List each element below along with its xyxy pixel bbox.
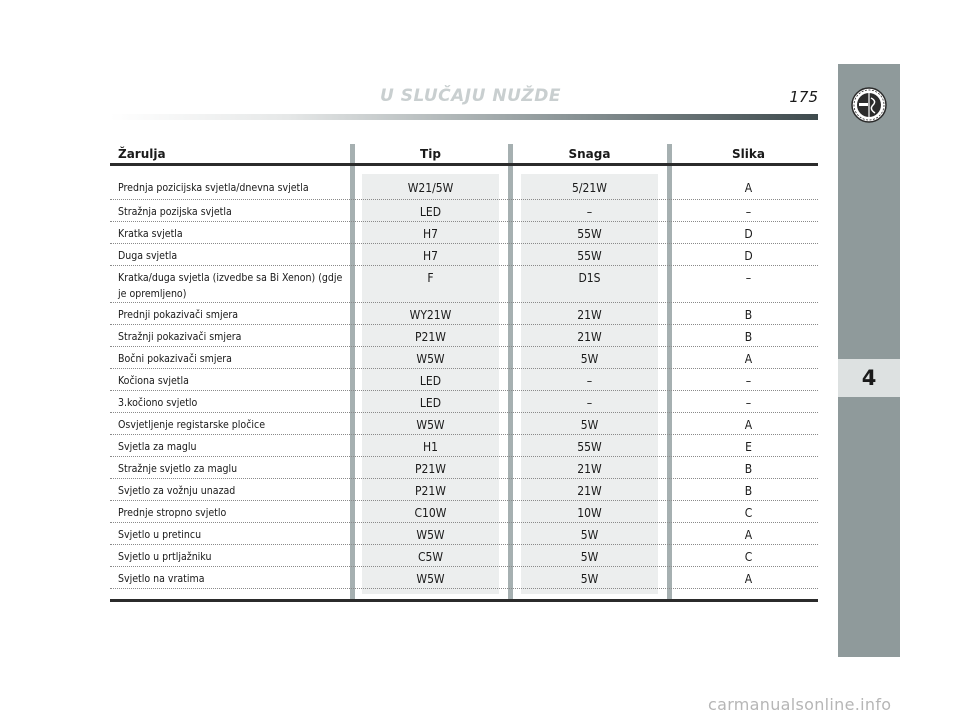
table-row — [110, 266, 818, 303]
table-bottom-rule — [110, 599, 818, 602]
bulb-name: Svjetlo u pretincu — [118, 529, 202, 541]
bulb-type: LED — [419, 205, 442, 219]
bulb-figure: B — [744, 308, 753, 322]
chapter-tab: 4 — [838, 359, 900, 397]
alfa-romeo-badge-icon — [850, 86, 888, 124]
bulb-name: Osvjetljenje registarske pločice — [118, 419, 266, 431]
bulb-power: 21W — [577, 330, 602, 344]
bulb-type: W5W — [416, 572, 445, 586]
bulb-figure: C — [744, 506, 753, 520]
table-row — [110, 545, 818, 567]
bulb-type: H7 — [423, 249, 438, 263]
bulb-power: 55W — [577, 249, 602, 263]
bulb-power: 5W — [580, 418, 599, 432]
bulb-power: – — [586, 396, 593, 410]
bulb-power: 10W — [577, 506, 602, 520]
bulb-power: D1S — [578, 271, 601, 285]
bulb-figure: B — [744, 330, 753, 344]
bulb-power: 21W — [577, 308, 602, 322]
bulb-figure: A — [744, 181, 753, 195]
bulb-figure: E — [745, 440, 752, 454]
table-row — [110, 457, 818, 479]
bulb-table — [110, 176, 818, 589]
bulb-type: W5W — [416, 528, 445, 542]
bulb-type: C5W — [417, 550, 444, 564]
bulb-name: Stražnje svjetlo za maglu — [118, 463, 238, 475]
bulb-figure: – — [745, 374, 752, 388]
table-row — [110, 244, 818, 266]
page-number: 175 — [789, 88, 818, 106]
header-rule — [110, 163, 818, 166]
bulb-figure: D — [744, 249, 753, 263]
bulb-power: 5W — [580, 528, 599, 542]
bulb-type: P21W — [415, 330, 446, 344]
bulb-power: 55W — [577, 440, 602, 454]
table-row — [110, 413, 818, 435]
bulb-type: LED — [419, 374, 442, 388]
bulb-power: – — [586, 205, 593, 219]
table-row — [110, 501, 818, 523]
bulb-name: Svjetlo na vratima — [118, 573, 205, 585]
bulb-name: Bočni pokazivači smjera — [118, 353, 232, 365]
bulb-name: Svjetlo u prtljažniku — [118, 551, 212, 563]
bulb-figure: – — [745, 205, 752, 219]
table-row — [110, 303, 818, 325]
bulb-type: P21W — [415, 484, 446, 498]
bulb-name: 3.kočiono svjetlo — [118, 397, 198, 409]
bulb-name: Kratka svjetla — [118, 228, 183, 240]
column-header-tip: Tip — [420, 147, 441, 161]
bulb-figure: A — [744, 352, 753, 366]
column-header-zarulja: Žarulja — [118, 147, 166, 161]
bulb-figure: A — [744, 418, 753, 432]
bulb-type: H7 — [423, 227, 438, 241]
bulb-name: Prednji pokazivači smjera — [118, 309, 239, 321]
column-header-slika: Slika — [732, 147, 765, 161]
bulb-type: WY21W — [409, 308, 452, 322]
bulb-power: 55W — [577, 227, 602, 241]
column-header-snaga: Snaga — [568, 147, 611, 161]
bulb-name: Stražnja pozijska svjetla — [118, 206, 232, 218]
bulb-name: Svjetla za maglu — [118, 441, 197, 453]
table-row — [110, 567, 818, 589]
table-row — [110, 479, 818, 501]
bulb-type: W5W — [416, 352, 445, 366]
bulb-figure: B — [744, 484, 753, 498]
bulb-figure: C — [744, 550, 753, 564]
bulb-figure: – — [745, 271, 752, 285]
table-row — [110, 435, 818, 457]
table-row — [110, 391, 818, 413]
bulb-power: 21W — [577, 462, 602, 476]
bulb-figure: A — [744, 528, 753, 542]
section-title: U SLUČAJU NUŽDE — [380, 86, 561, 106]
bulb-name: Stražnji pokazivači smjera — [118, 331, 242, 343]
table-row — [110, 176, 818, 200]
table-row — [110, 347, 818, 369]
bulb-power: 5W — [580, 550, 599, 564]
bulb-power: – — [586, 374, 593, 388]
table-row — [110, 222, 818, 244]
bulb-name: Prednje stropno svjetlo — [118, 507, 227, 519]
bulb-name: Kočiona svjetla — [118, 375, 189, 387]
bulb-figure: D — [744, 227, 753, 241]
bulb-name: Svjetlo za vožnju unazad — [118, 485, 236, 497]
bulb-power: 5W — [580, 572, 599, 586]
bulb-power: 21W — [577, 484, 602, 498]
table-row — [110, 369, 818, 391]
bulb-type: LED — [419, 396, 442, 410]
watermark: carmanualsonline.info — [708, 695, 892, 714]
bulb-power: 5/21W — [572, 181, 607, 195]
table-row — [110, 200, 818, 222]
bulb-type: W5W — [416, 418, 445, 432]
bulb-name: Prednja pozicijska svjetla/dnevna svjetla — [118, 182, 309, 194]
bulb-type: C10W — [414, 506, 447, 520]
table-row — [110, 523, 818, 545]
bulb-type: P21W — [415, 462, 446, 476]
bulb-power: 5W — [580, 352, 599, 366]
bulb-figure: – — [745, 396, 752, 410]
bulb-figure: B — [744, 462, 753, 476]
bulb-type: F — [427, 271, 434, 285]
bulb-figure: A — [744, 572, 753, 586]
bulb-name: Kratka/duga svjetla (izvedbe sa Bi Xenon) (gdje je opremljeno) — [118, 272, 343, 300]
bulb-type: H1 — [423, 440, 438, 454]
bulb-name: Duga svjetla — [118, 250, 178, 262]
table-row — [110, 325, 818, 347]
bulb-type: W21/5W — [407, 181, 454, 195]
header-gradient-rule — [110, 114, 818, 120]
